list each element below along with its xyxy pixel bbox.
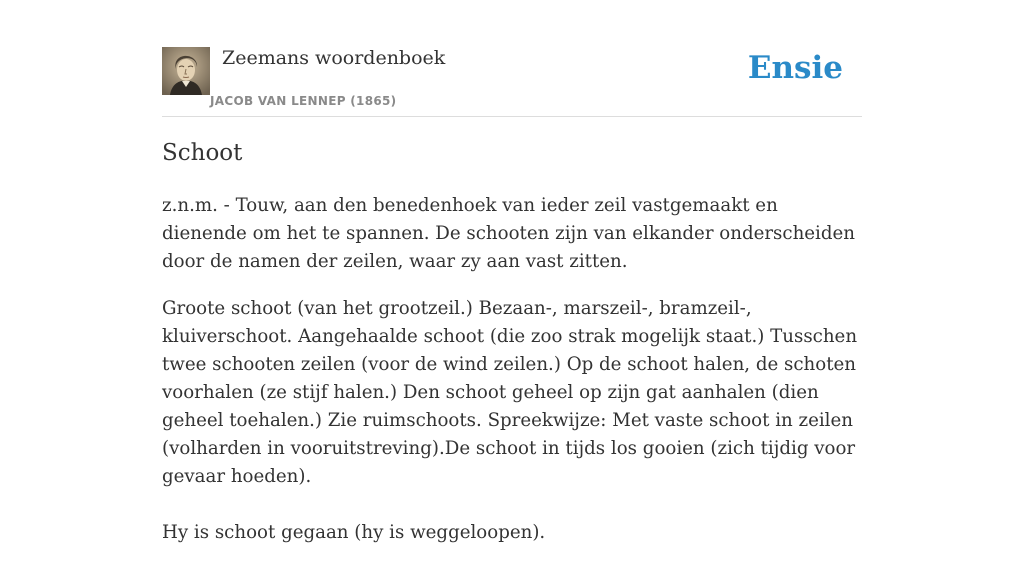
dictionary-title[interactable]: Zeemans woordenboek — [222, 47, 446, 69]
entry-content — [162, 192, 862, 566]
dictionary-header — [162, 45, 862, 117]
entry-title: Schoot — [162, 140, 243, 166]
entry-paragraph: Groote schoot (van het grootzeil.) Bezaan-, marszeil-, bramzeil-, kluiverschoot. Aangehaalde schoot (die zoo strak mogelijk staat.) Tusschen twee schooten zeilen (voor de wind zeilen.) Op de schoot halen, de schoten voorhalen (ze stijf halen.) Den schoot geheel op zijn gat aanhalen (dien geheel toehalen.) Zie ruimschoots. Spreekwijze: Met vaste schoot in zeilen (volharden in vooruitstreving).De schoot in tijds los gooien (zich tijdig voor gevaar hoeden). — [162, 298, 858, 487]
author-portrait-icon[interactable] — [162, 47, 210, 95]
brand-logo[interactable]: Ensie — [747, 50, 843, 86]
entry-paragraph: Hy is schoot gegaan (hy is weggeloopen). — [162, 522, 546, 543]
entry-paragraph: z.n.m. - Touw, aan den benedenhoek van ieder zeil vastgemaakt en dienende om het te spannen. De schooten zijn van elkander onderscheiden door de namen der zeilen, waar zy aan vast zitten. — [162, 195, 855, 272]
author-name[interactable]: JACOB VAN LENNEP (1865) — [210, 94, 397, 108]
